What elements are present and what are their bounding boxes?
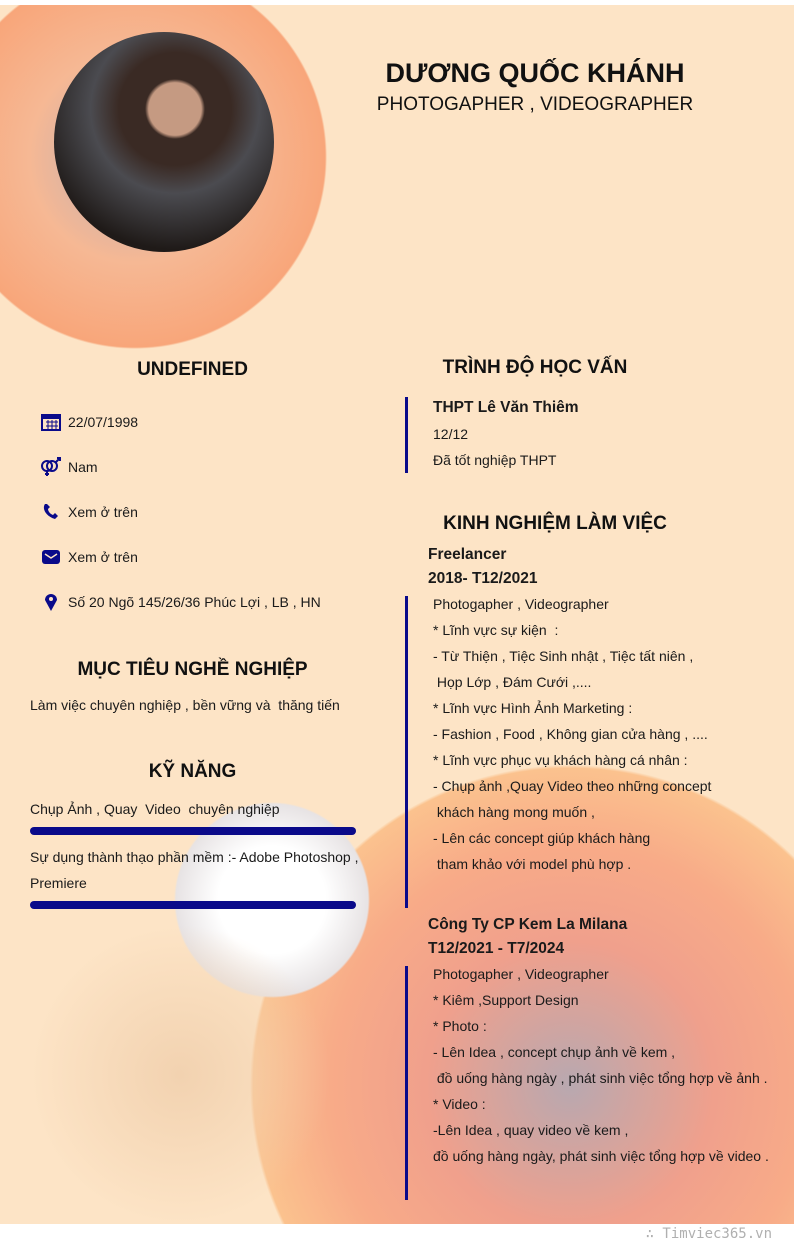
email-text: Xem ở trên — [68, 549, 138, 565]
skill-name-cont: Premiere — [30, 875, 87, 891]
skill-name: Sự dụng thành thạo phần mềm :- Adobe Photoshop , — [30, 849, 359, 865]
job-period: 2018- T12/2021 — [428, 570, 538, 587]
job-description-line: tham khảo với model phù hợp . — [433, 856, 632, 872]
job-description-line: đồ uống hàng ngày , phát sinh việc tổng hợp về ảnh . — [433, 1070, 768, 1086]
gender-icon — [40, 457, 62, 477]
phone-text: Xem ở trên — [68, 504, 138, 520]
job-description-line: * Photo : — [433, 1018, 487, 1034]
job-description-line: - Chụp ảnh ,Quay Video theo những concept — [433, 778, 712, 794]
info-title: UNDEFINED — [137, 359, 248, 380]
job-company: Công Ty CP Kem La Milana — [428, 916, 628, 933]
education-title: TRÌNH ĐỘ HỌC VẤN — [442, 357, 628, 378]
job-description — [433, 591, 711, 877]
skill-level-bar — [30, 901, 356, 909]
gender-text: Nam — [68, 459, 98, 475]
skills-title: KỸ NĂNG — [148, 761, 237, 782]
education-divider — [405, 397, 408, 473]
job-description-line: * Lĩnh vực Hình Ảnh Marketing : — [433, 700, 633, 716]
calendar-icon — [40, 412, 62, 432]
experience-title: KINH NGHIỆM LÀM VIỆC — [443, 513, 667, 534]
job-description-line: Photogapher , Videographer — [433, 966, 609, 982]
job-description-line: * Lĩnh vực sự kiện : — [433, 622, 559, 638]
avatar-photo — [54, 32, 274, 252]
skill-name: Chụp Ảnh , Quay Video chuyên nghiệp — [30, 801, 280, 817]
job-description-line: Họp Lớp , Đám Cưới ,.... — [433, 674, 592, 690]
address-text: Số 20 Ngõ 145/26/36 Phúc Lợi , LB , HN — [68, 594, 321, 610]
location-icon — [40, 592, 62, 612]
info-address — [40, 592, 321, 612]
job-description-line: đồ uống hàng ngày, phát sinh việc tổng hợp về video . — [433, 1148, 769, 1164]
info-dob — [40, 412, 138, 432]
candidate-role: PHOTOGAPHER , VIDEOGRAPHER — [376, 94, 694, 115]
job-description-line: - Fashion , Food , Không gian cửa hàng , .... — [433, 726, 708, 742]
school-name: THPT Lê Văn Thiêm — [433, 399, 579, 416]
dob-text: 22/07/1998 — [68, 414, 139, 430]
job-period: T12/2021 - T7/2024 — [428, 940, 565, 957]
job-description-line: - Lên Idea , concept chụp ảnh về kem , — [433, 1044, 676, 1060]
school-grade: 12/12 — [433, 426, 469, 442]
phone-icon — [40, 502, 62, 522]
job-description-line: Photogapher , Videographer — [433, 596, 609, 612]
email-icon — [40, 547, 62, 567]
info-gender — [40, 457, 98, 477]
job-description-line: -Lên Idea , quay video về kem , — [433, 1122, 629, 1138]
job-description-line: * Lĩnh vực phục vụ khách hàng cá nhân : — [433, 752, 688, 768]
job-description-line: - Từ Thiện , Tiệc Sinh nhật , Tiệc tất niên , — [433, 648, 694, 664]
job-divider — [405, 966, 408, 1200]
info-email — [40, 547, 138, 567]
job-description-line: - Lên các concept giúp khách hàng — [433, 830, 651, 846]
watermark: ∴ Timviec365.vn — [645, 1226, 772, 1242]
job-description-line: * Video : — [433, 1096, 486, 1112]
candidate-name: DƯƠNG QUỐC KHÁNH — [385, 58, 685, 88]
school-status: Đã tốt nghiệp THPT — [433, 452, 557, 468]
job-description-line: * Kiêm ,Support Design — [433, 992, 579, 1008]
job-description-line: khách hàng mong muốn , — [433, 804, 595, 820]
objective-title: MỤC TIÊU NGHỀ NGHIỆP — [77, 659, 308, 680]
job-description — [433, 961, 769, 1169]
job-divider — [405, 596, 408, 908]
job-company: Freelancer — [428, 546, 507, 563]
info-phone — [40, 502, 138, 522]
cv-page — [0, 5, 794, 1224]
skill-level-bar — [30, 827, 356, 835]
objective-text: Làm việc chuyên nghiệp , bền vững và thăng tiến — [30, 697, 340, 713]
